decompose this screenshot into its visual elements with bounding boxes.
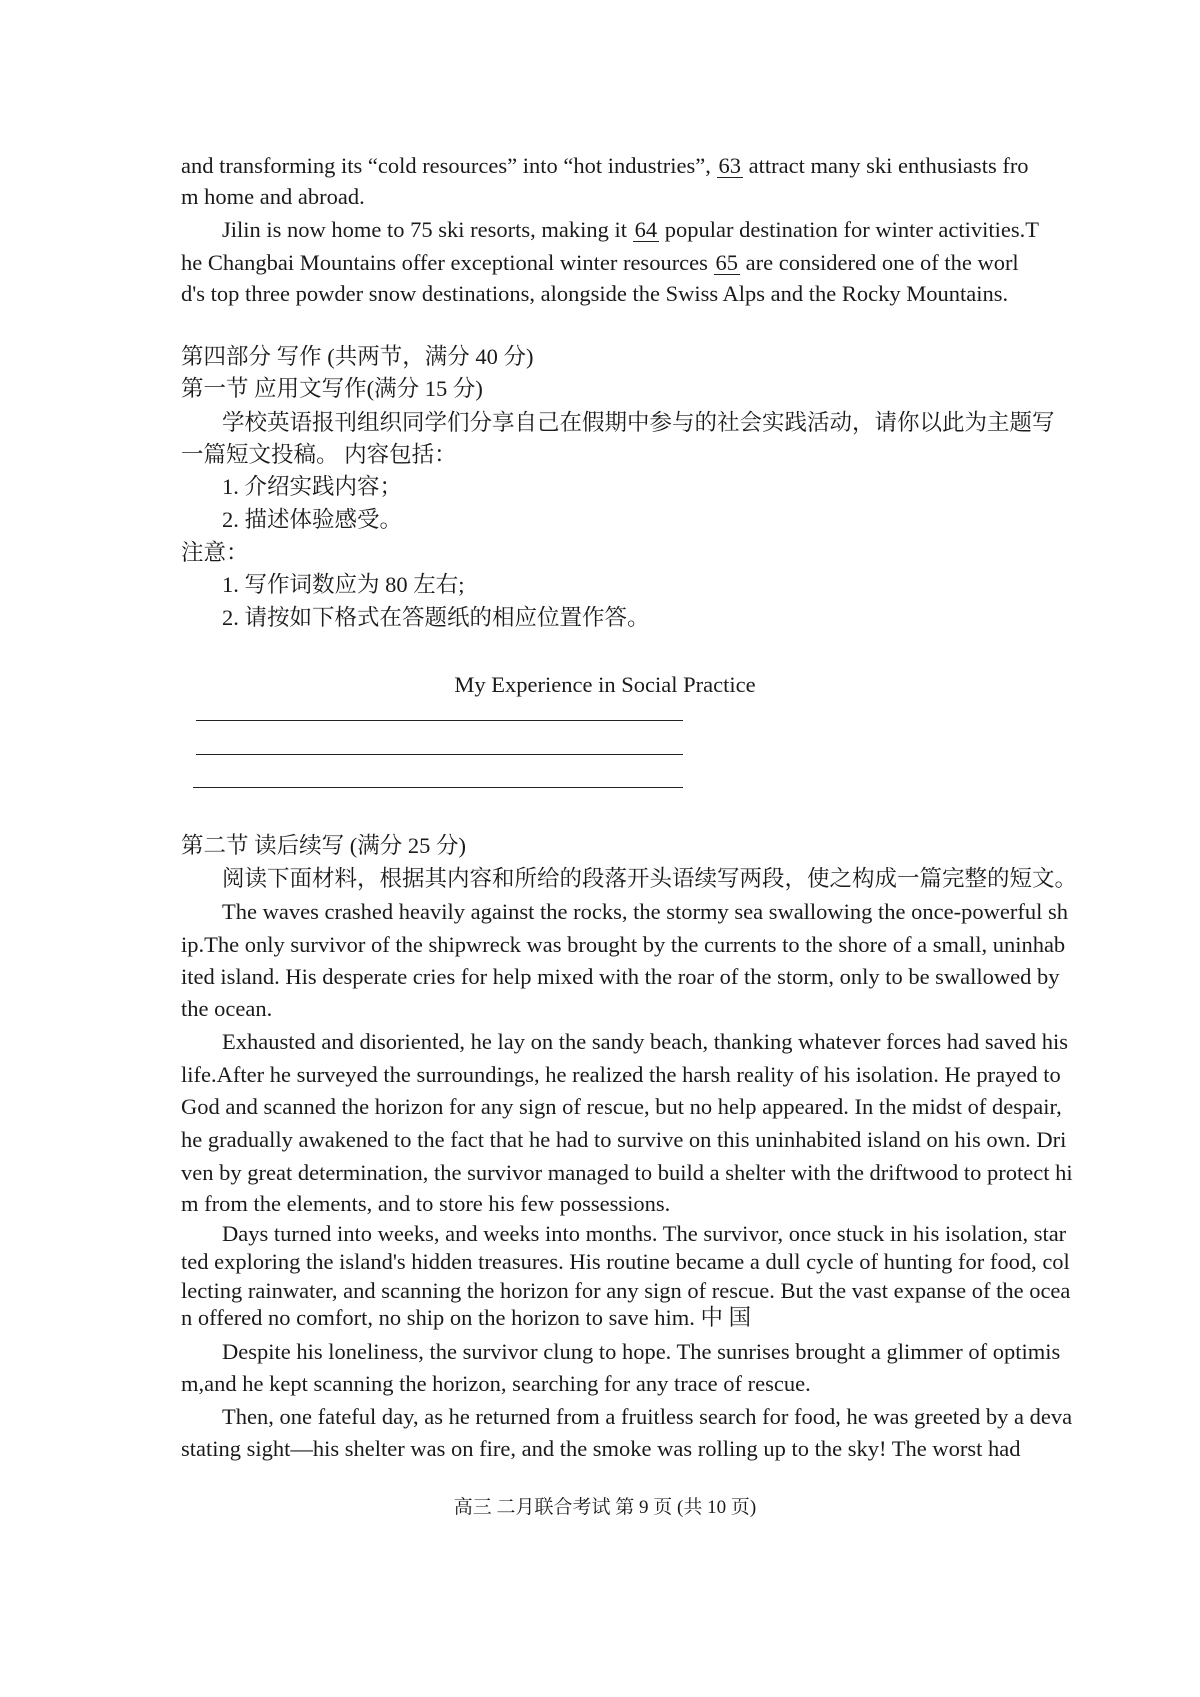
text-line <box>181 1371 811 1397</box>
text-line <box>181 153 1029 179</box>
text-line <box>181 1127 1066 1153</box>
text-line <box>181 1249 1070 1275</box>
text-run: m,and he kept scanning the horizon, searching for any trace of rescue. <box>181 1371 811 1396</box>
answer-line <box>193 787 683 788</box>
text-line <box>181 833 466 859</box>
text-line <box>181 1305 751 1331</box>
text-line <box>181 1278 1070 1304</box>
answer-line <box>196 754 683 755</box>
text-line <box>181 964 1060 990</box>
text-run: m from the elements, and to store his few possessions. <box>181 1191 671 1216</box>
text-line <box>222 572 465 598</box>
text-line <box>181 540 249 566</box>
text-line <box>222 410 1055 436</box>
text-line <box>181 344 534 370</box>
text-run: ip.The only survivor of the shipwreck was brought by the currents to the shore of a small, uninhab <box>181 932 1066 957</box>
text-run: ited island. His desperate cries for help mixed with the roar of the storm, only to be swallowed by <box>181 964 1060 989</box>
text-run: ven by great determination, the survivor managed to build a shelter with the driftwood to protect hi <box>181 1160 1073 1185</box>
text-line <box>222 1221 1066 1247</box>
text-line <box>181 250 1019 276</box>
text-run: Exhausted and disoriented, he lay on the sandy beach, thanking whatever forces had saved his <box>222 1029 1068 1054</box>
text-run: n offered no comfort, no ship on the horizon to save him. 中 国 <box>181 1305 752 1330</box>
text-run: he Changbai Mountains offer exceptional winter resources <box>181 250 714 275</box>
text-line <box>181 1062 1061 1088</box>
text-run: 阅读下面材料，根据其内容和所给的段落开头语续写两段，使之构成一篇完整的短文。 <box>222 866 1078 891</box>
text-line <box>181 281 1008 307</box>
text-line <box>181 1094 1062 1120</box>
answer-blank: 63 <box>718 153 741 178</box>
text-run: life.After he surveyed the surroundings, he realized the harsh reality of his isolation. He prayed to <box>181 1062 1061 1087</box>
text-line <box>222 1404 1072 1430</box>
text-line <box>181 1436 1020 1462</box>
text-run: Then, one fateful day, as he returned from a fruitless search for food, he was greeted by a deva <box>222 1404 1073 1429</box>
text-run: attract many ski enthusiasts fro <box>743 153 1029 178</box>
text-line <box>181 996 272 1022</box>
text-run: and transforming its “cold resources” into “hot industries”, <box>181 153 717 178</box>
text-run: 2. 请按如下格式在答题纸的相应位置作答。 <box>222 605 650 630</box>
text-run: he gradually awakened to the fact that he had to survive on this uninhabited island on his own. Dri <box>181 1127 1067 1152</box>
text-line <box>181 376 483 402</box>
text-line <box>181 184 365 210</box>
text-line <box>222 1029 1068 1055</box>
text-line <box>222 507 402 533</box>
text-run: 第四部分 写作 (共两节，满分 40 分) <box>181 344 534 369</box>
text-run: d's top three powder snow destinations, alongside the Swiss Alps and the Rocky Mountains. <box>181 281 1009 306</box>
text-line <box>222 1339 1060 1365</box>
text-run: 2. 描述体验感受。 <box>222 507 403 532</box>
text-run: 1. 写作词数应为 80 左右; <box>222 572 465 597</box>
text-run: m home and abroad. <box>181 184 365 209</box>
text-run: stating sight—his shelter was on fire, and the smoke was rolling up to the sky! The worst had <box>181 1436 1021 1461</box>
text-run: Despite his loneliness, the survivor clung to hope. The sunrises brought a glimmer of optimis <box>222 1339 1061 1364</box>
text-run: 1. 介绍实践内容； <box>222 474 403 499</box>
text-line <box>181 932 1065 958</box>
text-run: ted exploring the island's hidden treasures. His routine became a dull cycle of hunting for food, col <box>181 1249 1070 1274</box>
text-run: popular destination for winter activities.T <box>659 217 1040 242</box>
text-run: 一篇短文投稿。 内容包括： <box>181 442 457 467</box>
essay-title <box>0 672 1200 698</box>
text-line <box>222 899 1068 925</box>
text-line <box>181 1160 1073 1186</box>
text-run: Days turned into weeks, and weeks into months. The survivor, once stuck in his isolation, star <box>222 1221 1067 1246</box>
text-run: are considered one of the worl <box>740 250 1019 275</box>
page-footer: 高三 二月联合考试 第 9 页 (共 10 页) <box>453 1497 757 1518</box>
text-run: lecting rainwater, and scanning the horizon for any sign of rescue. But the vast expanse of the ocea <box>181 1278 1071 1303</box>
text-line <box>222 217 1039 243</box>
text-run: 注意： <box>181 540 249 565</box>
text-run: God and scanned the horizon for any sign of rescue, but no help appeared. In the midst of despair, <box>181 1094 1062 1119</box>
answer-line <box>196 720 683 721</box>
text-line <box>181 442 457 468</box>
text-run: The waves crashed heavily against the rocks, the stormy sea swallowing the once-powerful sh <box>222 899 1068 924</box>
answer-blank: 65 <box>715 250 739 275</box>
text-run: 第二节 读后续写 (满分 25 分) <box>181 833 466 858</box>
text-run: 第一节 应用文写作(满分 15 分) <box>181 376 483 401</box>
text-line <box>222 474 402 500</box>
answer-blank: 64 <box>634 217 658 242</box>
text-run: My Experience in Social Practice <box>454 672 756 697</box>
text-line <box>181 1191 670 1217</box>
text-run: Jilin is now home to 75 ski resorts, making it <box>222 217 633 242</box>
text-line <box>222 605 650 631</box>
text-run: the ocean. <box>181 996 273 1021</box>
text-run: 学校英语报刊组织同学们分享自己在假期中参与的社会实践活动，请你以此为主题写 <box>222 410 1055 435</box>
text-line <box>222 866 1077 892</box>
